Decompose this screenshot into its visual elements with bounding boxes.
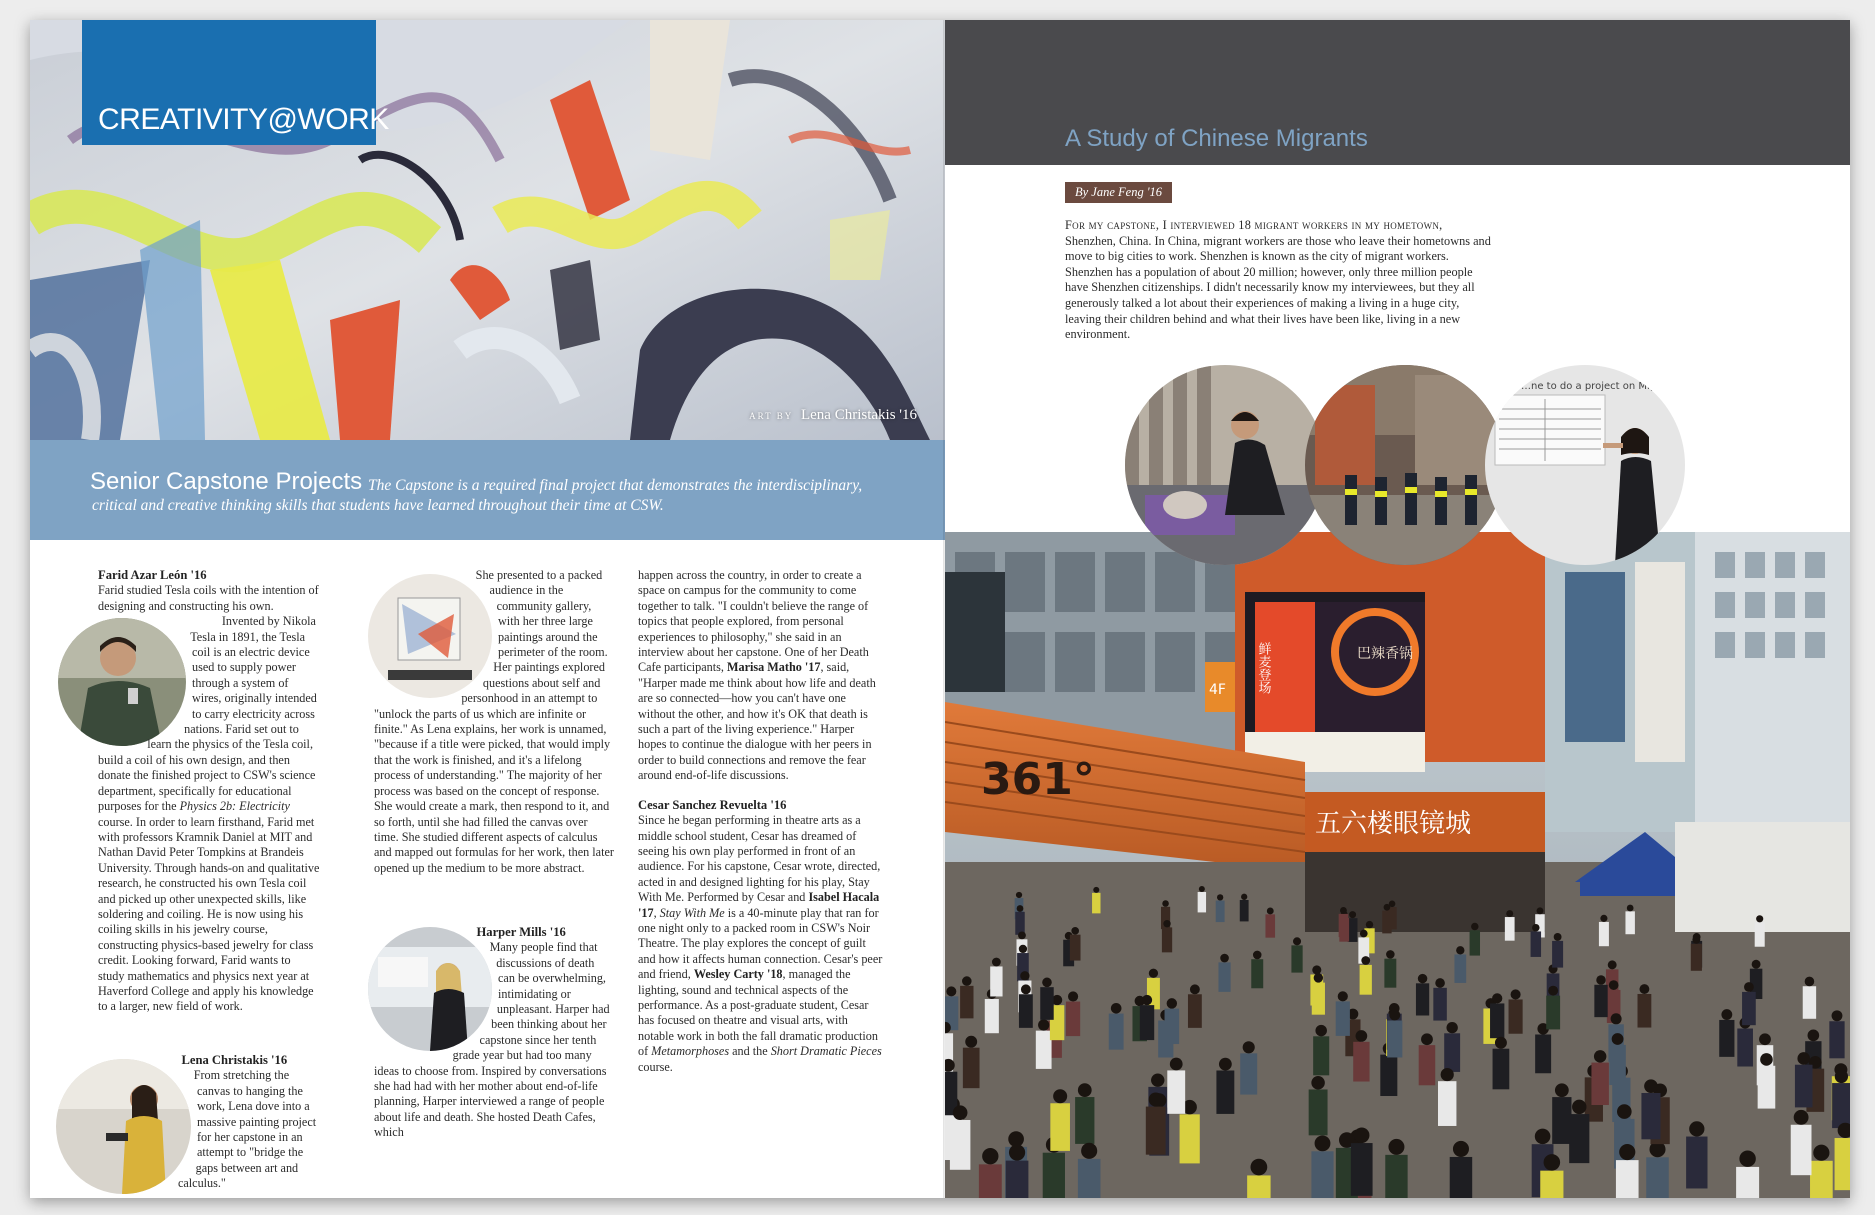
crowd-person-head bbox=[1532, 924, 1539, 931]
crowd-person bbox=[1265, 914, 1275, 937]
crowd-person bbox=[1070, 935, 1081, 961]
crowd-person-head bbox=[1600, 915, 1607, 922]
crowd-person-head bbox=[1805, 977, 1815, 987]
crowd-person bbox=[1470, 930, 1480, 955]
magazine-spread bbox=[30, 20, 1850, 1198]
crowd-person-head bbox=[1009, 1144, 1025, 1160]
crowd-person-head bbox=[1797, 1052, 1810, 1065]
crowd-person-head bbox=[1149, 969, 1158, 978]
crowd-person bbox=[1791, 1125, 1812, 1175]
crowd-person bbox=[1387, 1021, 1402, 1058]
crowd-person bbox=[1490, 1003, 1504, 1038]
crowd-person bbox=[1803, 986, 1816, 1019]
crowd-person bbox=[1360, 965, 1372, 995]
article-lead: For my capstone, I interviewed 18 migrant workers in my hometown, bbox=[1065, 218, 1443, 232]
crowd-person-head bbox=[1594, 1050, 1606, 1062]
byline: By Jane Feng '16 bbox=[1065, 182, 1172, 203]
crowd-person bbox=[1594, 985, 1607, 1017]
left-page bbox=[30, 20, 945, 1198]
crowd-person bbox=[1146, 1107, 1166, 1155]
crowd-person-head bbox=[1311, 1076, 1324, 1089]
crowd-person-head bbox=[1492, 993, 1502, 1003]
isabel-name: Isabel Hacala '17 bbox=[638, 890, 880, 920]
crowd-person bbox=[1109, 1014, 1124, 1050]
crowd-person-head bbox=[1813, 1145, 1829, 1161]
crowd-person bbox=[1638, 994, 1652, 1028]
crowd-person bbox=[1240, 900, 1249, 921]
section-label: CREATIVITY@WORK bbox=[98, 103, 389, 136]
column-2 bbox=[374, 568, 614, 876]
crowd-person-head bbox=[1167, 998, 1177, 1008]
crowd-person-head bbox=[1739, 1150, 1755, 1166]
crowd-person bbox=[1719, 1020, 1734, 1057]
harper-name: Harper Mills '16 bbox=[476, 925, 566, 939]
crowd-person bbox=[1351, 1143, 1373, 1196]
crowd-person-head bbox=[1315, 1135, 1331, 1151]
crowd-person bbox=[1216, 1070, 1234, 1113]
crowd-person-head bbox=[1611, 1013, 1622, 1024]
crowd-person-head bbox=[1267, 908, 1274, 915]
crowd-person-head bbox=[1689, 1121, 1704, 1136]
crowd-person bbox=[1247, 1175, 1270, 1198]
crowd-person bbox=[1043, 1153, 1065, 1198]
band-title: Senior Capstone Projects bbox=[90, 468, 363, 495]
crowd-person-head bbox=[1016, 892, 1022, 898]
crowd-person bbox=[1050, 1103, 1070, 1151]
crowd-person bbox=[1092, 893, 1100, 914]
crowd-person-head bbox=[1017, 905, 1024, 912]
crowd-person bbox=[1625, 911, 1634, 934]
harper-section bbox=[374, 925, 614, 1141]
crowd-person bbox=[1444, 1033, 1460, 1072]
crowd-person-head bbox=[1756, 915, 1763, 922]
crowd-person bbox=[1552, 941, 1563, 968]
crowd-person bbox=[1198, 892, 1206, 912]
crowd-person-head bbox=[1241, 894, 1247, 900]
crowd-person bbox=[1450, 1157, 1472, 1198]
crowd-person-head bbox=[1338, 991, 1348, 1001]
crowd-person bbox=[1616, 1160, 1639, 1198]
crowd-person-head bbox=[1199, 886, 1205, 892]
crowd-person bbox=[1348, 918, 1358, 942]
crowd-person-head bbox=[1544, 1154, 1561, 1171]
article-body bbox=[1065, 218, 1495, 343]
crowd-person-head bbox=[1555, 1083, 1569, 1097]
column-1 bbox=[98, 568, 320, 1015]
crowd-person-head bbox=[1609, 980, 1619, 990]
lena-gallery-photo bbox=[368, 574, 492, 698]
crowd-person-head bbox=[1354, 1128, 1370, 1144]
crowd-person-head bbox=[1506, 910, 1513, 917]
crowd-person-head bbox=[962, 976, 972, 986]
crowd-person-head bbox=[1020, 971, 1029, 980]
crowd-person-head bbox=[1435, 978, 1445, 988]
crowd-person-head bbox=[1038, 1019, 1049, 1030]
crowd-person bbox=[1240, 1053, 1257, 1094]
farid-course: Physics 2b: Electricity bbox=[179, 799, 290, 814]
slide-heading: …ne to do a project on Migran… bbox=[1521, 381, 1683, 392]
crowd-person-head bbox=[1446, 1022, 1457, 1033]
crowd-person bbox=[1795, 1065, 1813, 1108]
crowd-person-head bbox=[1808, 1030, 1820, 1042]
crowd-person bbox=[1505, 917, 1515, 941]
column-3 bbox=[638, 568, 883, 1075]
crowd-person bbox=[1736, 1167, 1759, 1198]
lena-name: Lena Christakis '16 bbox=[181, 1053, 288, 1067]
crowd-person bbox=[1691, 944, 1702, 971]
crowd-person bbox=[1737, 1029, 1753, 1067]
optical-sign: 五六楼眼镜城 bbox=[1315, 809, 1472, 839]
crowd-person-head bbox=[1794, 1110, 1809, 1125]
crowd-person bbox=[1165, 1009, 1180, 1044]
crowd-person bbox=[1066, 1002, 1080, 1037]
crowd-person bbox=[1810, 1161, 1833, 1198]
crowd-person bbox=[1742, 992, 1756, 1025]
crowd-person-head bbox=[1356, 1030, 1368, 1042]
lena-p1: From stretching the canvas to hanging the work, Lena dove into a massive painting project for her capstone in an attempt to "bridge the gaps between art and calculus." bbox=[177, 1068, 317, 1191]
crowd-person-head bbox=[1021, 984, 1031, 994]
crowd-person bbox=[1569, 1114, 1589, 1163]
crowd-person bbox=[1313, 1036, 1329, 1075]
crowd-person-head bbox=[1315, 1025, 1326, 1036]
crowd-person-head bbox=[1388, 1139, 1404, 1155]
street-scene-photo bbox=[945, 532, 1850, 1198]
crowd-person bbox=[1535, 1034, 1551, 1073]
crowd-person bbox=[979, 1164, 1002, 1198]
crowd-person bbox=[1546, 996, 1560, 1030]
art-credit bbox=[749, 407, 917, 424]
crowd-person bbox=[1382, 911, 1391, 934]
crowd-person-head bbox=[1386, 950, 1395, 959]
crowd-person-head bbox=[1314, 973, 1323, 982]
crowd-person bbox=[950, 1120, 971, 1170]
art-credit-prefix: ART BY bbox=[749, 411, 794, 421]
crowd-person bbox=[1036, 1031, 1052, 1069]
crowd-person-head bbox=[1389, 1010, 1400, 1021]
crowd-person-head bbox=[1418, 974, 1427, 983]
crowd-person bbox=[1419, 1045, 1436, 1085]
crowd-person-head bbox=[992, 958, 1001, 967]
crowd-person-head bbox=[1759, 1033, 1771, 1045]
crowd-person bbox=[1180, 1114, 1200, 1163]
cesar-work-1: Metamorphoses bbox=[651, 1044, 730, 1059]
crowd-person-head bbox=[1548, 986, 1558, 996]
wesley-name: Wesley Carty '18 bbox=[693, 967, 783, 982]
crowd-person bbox=[1311, 1151, 1333, 1198]
crowd-person-head bbox=[1220, 954, 1229, 963]
farid-photo bbox=[58, 618, 186, 746]
crowd-person-head bbox=[1421, 1033, 1433, 1045]
crowd-person bbox=[1641, 1093, 1660, 1139]
crowd-person bbox=[960, 986, 973, 1019]
lena-section bbox=[98, 1053, 320, 1194]
right-page bbox=[945, 20, 1850, 1198]
cesar-p-f: course. bbox=[638, 1059, 673, 1074]
crowd-person-head bbox=[1572, 1100, 1586, 1114]
crowd-person-head bbox=[1721, 1009, 1732, 1020]
harper-cont-b: , said, "Harper made me think about how life and death are so connected—how you can't have one without the other, and how it's OK that death is such a part of the living experience." Harper hopes to continue the dialogue with her peers in order to build connections and remove the fear around end-of-life discussions. bbox=[638, 660, 876, 783]
crowd-person bbox=[1006, 1161, 1029, 1198]
crowd-person bbox=[1251, 959, 1263, 988]
crowd-person bbox=[1140, 1005, 1154, 1040]
cesar-p-b: , bbox=[653, 905, 657, 920]
cesar-p-d: , managed the lighting, sound and technical aspects of the performance. As a post-graduate student, Cesar has focused on theatre and visual arts, with notable work in both the fall dramatic production of bbox=[638, 967, 878, 1059]
crowd-person-head bbox=[1453, 1141, 1469, 1157]
crowd-person-head bbox=[1384, 904, 1391, 911]
crowd-person-head bbox=[1495, 1037, 1507, 1049]
crowd-person bbox=[1078, 1159, 1101, 1198]
crowd-person bbox=[985, 999, 999, 1033]
crowd-person bbox=[1758, 1066, 1776, 1109]
crowd-person bbox=[1291, 945, 1302, 972]
crowd-person-head bbox=[1832, 1010, 1843, 1021]
crowd-person bbox=[1599, 922, 1609, 946]
farid-p2: Invented by Nikola Tesla in 1891, the Tesla coil is an electric device used to supply power through a system of wires, originally intended to carry electricity across nations. Farid set out to learn the physics of the Tesla coil, build a coil of his own design, and then donate the finished project to CSW's science department, specifically for educational purposes for the bbox=[98, 614, 317, 814]
crowd-person bbox=[1540, 1171, 1563, 1198]
crowd-person-head bbox=[1596, 975, 1606, 985]
crowd-person-head bbox=[1627, 905, 1634, 912]
crowd-person bbox=[1454, 954, 1466, 982]
crowd-person bbox=[1591, 1063, 1608, 1105]
crowd-person bbox=[1646, 1157, 1668, 1198]
crowd-person-head bbox=[1219, 1058, 1232, 1071]
crowd-person-head bbox=[1111, 1003, 1122, 1014]
crowd-person bbox=[1353, 1042, 1369, 1082]
harper-cont-a: happen across the country, in order to create a space on campus for the community to come together to talk. "I couldn't believe the range of topics that people explored, from personal experiences to philosophy," she said in an interview about her capstone. One of her Death Cafe participants, bbox=[638, 568, 869, 675]
cesar-play-title: Stay With Me bbox=[659, 905, 725, 920]
crowd-person-head bbox=[1639, 984, 1649, 994]
crowd-person-head bbox=[1293, 937, 1301, 945]
crowd-person bbox=[1040, 987, 1053, 1020]
crowd-person-head bbox=[1617, 1104, 1632, 1119]
crowd-person-head bbox=[1019, 945, 1027, 953]
crowd-person-head bbox=[1441, 1068, 1454, 1081]
crowd-person bbox=[1493, 1049, 1510, 1090]
crowd-person bbox=[1438, 1081, 1456, 1126]
crowd-person-head bbox=[946, 986, 956, 996]
crowd-person-head bbox=[1170, 1058, 1183, 1071]
cesar-p-e: and the bbox=[732, 1044, 768, 1059]
article-text: Shenzhen, China. In China, migrant workers are those who leave their hometowns and move to big cities to work. Shenzhen is known as the city of migrant workers. Shenzhen has a population of about 20 million; however, only three million people have Shenzhen citizenships. I didn't necessarily know my interviewees, but they all generously talked a lot about their experiences of making a living in a huge city, leaving their children behind and what their lives have been like, living in a new environment. bbox=[1065, 233, 1491, 342]
crowd-person-head bbox=[1535, 1129, 1551, 1145]
crowd-person bbox=[1829, 1021, 1844, 1058]
crowd-person bbox=[1755, 922, 1765, 946]
crowd-person bbox=[1384, 959, 1396, 988]
crowd-person bbox=[1309, 1089, 1328, 1135]
capstone-band bbox=[30, 440, 945, 540]
crowd-person-head bbox=[1760, 1053, 1773, 1066]
crowd-person-head bbox=[1752, 960, 1761, 969]
crowd-person-head bbox=[1471, 923, 1478, 930]
crowd-person-head bbox=[1349, 911, 1356, 918]
article-header bbox=[945, 20, 1850, 165]
brand-sign: 361° bbox=[981, 754, 1095, 805]
crowd-person-head bbox=[1142, 995, 1152, 1005]
crowd-person-head bbox=[1312, 965, 1321, 974]
crowd-person-head bbox=[1253, 951, 1262, 960]
crowd-person-head bbox=[1190, 984, 1200, 994]
crowd-person bbox=[1531, 931, 1541, 956]
crowd-person bbox=[1188, 994, 1202, 1028]
lena-photo bbox=[56, 1059, 191, 1194]
crowd-person bbox=[1336, 1001, 1350, 1036]
crowd-person-head bbox=[1537, 907, 1544, 914]
crowd-person-head bbox=[953, 1105, 968, 1120]
crowd-person-head bbox=[1361, 956, 1370, 965]
crowd-person-head bbox=[1163, 920, 1170, 927]
crowd-person bbox=[1015, 912, 1024, 935]
crowd-person-head bbox=[1042, 978, 1052, 988]
crowd-person-head bbox=[1068, 991, 1078, 1001]
crowd-person-head bbox=[1692, 936, 1700, 944]
band-intro: The Capstone is a required final project that demonstrates the interdisciplinary, critical and creative thinking skills that students have learned throughout their time at CSW. bbox=[92, 477, 863, 514]
crowd-person-head bbox=[1511, 989, 1521, 999]
crowd-person bbox=[1312, 983, 1325, 1015]
poster-side: 鲜麦登场 bbox=[1255, 642, 1271, 694]
art-credit-name: Lena Christakis '16 bbox=[800, 407, 917, 423]
crowd-person-head bbox=[1149, 1092, 1163, 1106]
article-title: A Study of Chinese Migrants bbox=[1065, 125, 1368, 152]
crowd-person-head bbox=[1835, 1070, 1848, 1083]
interview-photo-2 bbox=[1305, 365, 1505, 565]
crowd-person-head bbox=[1456, 946, 1464, 954]
interview-photo-1 bbox=[1125, 365, 1325, 565]
crowd-person-head bbox=[1619, 1144, 1635, 1160]
crowd-person-head bbox=[982, 1148, 998, 1164]
crowd-person-head bbox=[1554, 933, 1562, 941]
marisa-name: Marisa Matho '17 bbox=[727, 660, 821, 675]
farid-name: Farid Azar León '16 bbox=[98, 568, 207, 582]
farid-p1: Farid studied Tesla coils with the intention of designing and constructing his own. bbox=[98, 583, 319, 613]
floor-badge: 4F bbox=[1209, 682, 1226, 698]
crowd-person-head bbox=[1018, 932, 1026, 940]
crowd-person-head bbox=[1078, 1083, 1092, 1097]
crowd-person-head bbox=[1217, 894, 1223, 900]
crowd-person bbox=[1075, 1097, 1094, 1144]
crowd-person-head bbox=[1644, 1079, 1658, 1093]
crowd-person bbox=[1552, 1097, 1571, 1144]
crowd-person-head bbox=[1093, 887, 1099, 893]
cesar-p-a: Since he began performing in theatre arts as a middle school student, Cesar has dreamed of seeing his own play performed in front of an audience. For his capstone, Cesar wrote, directed, acted in and designed lighting for his play, Stay With Me. Performed by Cesar and bbox=[638, 813, 881, 905]
crowd-person-head bbox=[965, 1036, 977, 1048]
crowd-person-head bbox=[1162, 900, 1169, 907]
crowd-person bbox=[1380, 1055, 1397, 1096]
crowd-person-head bbox=[1612, 1033, 1624, 1045]
crowd-person bbox=[1167, 1070, 1185, 1113]
crowd-person bbox=[990, 966, 1002, 996]
farid-p2-end: course. In order to learn firsthand, Farid met with professors Kramnik Daniel at MIT and Nathan David Peter Tompkins at Brandeis University. Through hands-on and qualitative research, he constructed his own Tesla coil and picked up other unexpected skills, like soldering and coiling. He is now using his coiling skills in his jewelry course, constructing physics-based jewelry for class credit. Looking forward, Farid wants to study mathematics and physics next year at Haverford College and apply his knowledge to a larger, new field of work. bbox=[98, 814, 320, 1014]
poster-cn: 巴辣香锅 bbox=[1357, 646, 1413, 662]
cesar-name: Cesar Sanchez Revuelta '16 bbox=[638, 797, 787, 812]
crowd-person-head bbox=[1366, 921, 1373, 928]
crowd-person-head bbox=[1340, 907, 1347, 914]
crowd-person-head bbox=[1744, 982, 1754, 992]
crowd-person-head bbox=[1360, 930, 1368, 938]
cesar-p-c: is a 40-minute play that ran for one night only to a packed room in CSW's Noir Theatre. The play explores the concept of guilt and how it affects human connection. Cesar's peer and friend, bbox=[638, 905, 883, 982]
crowd-person-head bbox=[1243, 1041, 1255, 1053]
crowd-person bbox=[1832, 1083, 1850, 1128]
crowd-person bbox=[1509, 999, 1523, 1033]
section-kicker bbox=[82, 20, 389, 145]
crowd-person bbox=[1686, 1137, 1707, 1189]
crowd-person bbox=[1433, 988, 1446, 1021]
crowd-person-head bbox=[1053, 1089, 1067, 1103]
crowd-person bbox=[1162, 927, 1172, 952]
harper-photo bbox=[368, 927, 492, 1051]
crowd-person-head bbox=[1151, 1073, 1164, 1086]
crowd-person bbox=[1019, 994, 1033, 1028]
crowd-person-head bbox=[1071, 927, 1079, 935]
crowd-person bbox=[1216, 901, 1225, 923]
crowd-person bbox=[1835, 1138, 1850, 1190]
crowd-person bbox=[1609, 1045, 1626, 1085]
cesar-work-2: Short Dramatic Pieces bbox=[770, 1044, 882, 1059]
crowd-person-head bbox=[1081, 1143, 1097, 1159]
interview-photo-3 bbox=[1485, 365, 1685, 565]
crowd-person bbox=[1339, 914, 1349, 937]
crowd-person bbox=[1218, 962, 1230, 991]
lena-cont: She presented to a packed audience in the community gallery, with her three large paintings around the perimeter of the room. Her paintings explored questions about self and personhood in an attempt to "unlock the parts of us which are infinite or finite." As Lena explains, her work is unnamed, "because if a title were picked, that would imply that the work is finished, and it's a lifelong process of understanding." The majority of her process was based on the concept of response. She would create a mark, then respond to it, and so forth, until she had filled the canvas over time. She studied different aspects of calculus and mapped out formulas for her work, then later opened up the medium to be more abstract. bbox=[374, 568, 614, 875]
harper-p1: Many people find that discussions of death can be overwhelming, intimidating or unpleasant. Harper had been thinking about her capstone since her tenth grade year but had too many ideas to choose from. Inspired by conversations she had had with her mother about end-of-life planning, Harper interviewed a range of people about life and death. She hosted Death Cafes, which bbox=[374, 940, 610, 1140]
crowd-person bbox=[963, 1048, 980, 1088]
crowd-person bbox=[1385, 1155, 1407, 1198]
crowd-person-head bbox=[1608, 960, 1617, 969]
crowd-person bbox=[1416, 983, 1429, 1015]
crowd-person-head bbox=[1250, 1159, 1267, 1176]
